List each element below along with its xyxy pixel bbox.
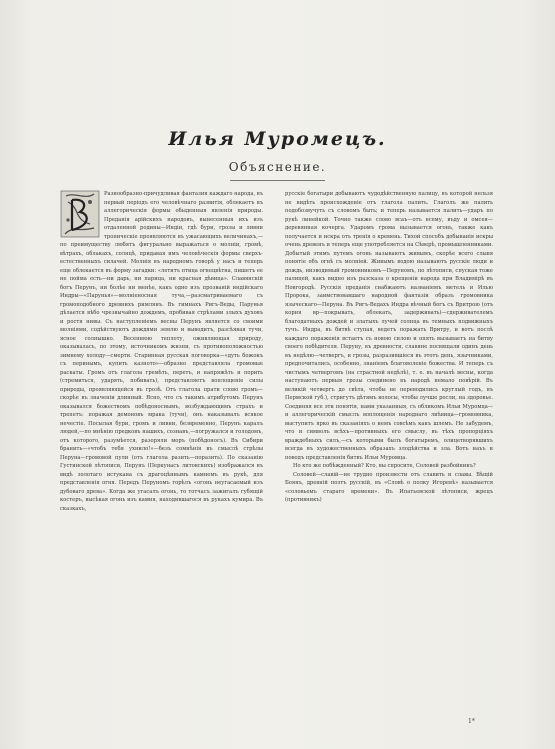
paragraph: Но кто же побѣжденный? Кто, вы спросите, Соловей разбойникъ? <box>293 463 476 469</box>
paragraph: Разнообразно-причудливая фантазия каждаго народа, въ первый періодъ его человѣчнаго развитія, облекаетъ въ аллегорическія формы обыденныя явленія природы. Преданія арійскихъ народовъ, вынесенныя ихъ изъ отдаленной родины—Индіи, гдѣ бури, грозы и ливни тропическіе проявляются въ ужасающихъ величинахъ,—по преимуществу любятъ фигурально выражаться о молніи, громѣ, вѣтрахъ, облакахъ, солнцѣ, придавая имъ человѣческія формы сверхъ-естественныхъ силачей. Молнія въ народномъ говорѣ у насъ и теперь еще облекается въ форму загадки: «летитъ птица огнецвѣтна, пишетъ ее не пойма есть—ни дарь, ни парица, ни красная дѣвица». Славянскій богъ Перунъ, ни болѣе ни менѣе, какъ одно изъ прозваній индійскаго Индры—«Парунья»—молніеносная туча,—разсматриваемаго съ громоподобного древнихъ римлянъ. Въ гимнахъ Ригъ-Веды, Парунья дѣлается вѣбо чрезвычайно дождемъ, пробивая стрѣлами злыхъ духовъ и ростя нивы. Съ наступленіемъ весны Перунъ является со своими молніями, содѣйствуютъ дождями землю и выводитъ, разсѣявая тучи, ясное солнышко. Весеннюю теплоту, оживляющая природу, оказывалась, по этому, источникомъ жизни, съ противоположностью зимнему холоду—смерти. Старинная русская поговорка—«дуть божокъ съ перинымъ, купить казното»—образно представляла громовые раскаты. Громъ отъ глагола гремѣть, перетъ, и напряжѣть и порить (стремиться, ударять, побивать), представляетъ воплощеніе силы природы, проявляющейся въ грозѣ. Отъ глагола прати слово громъ—скорѣе въ значеніи длинный. Ясно, что съ такимъ атрибутомъ Перунъ оказывался божествомъ побѣдоноснымъ, возбуждающимъ страхъ и трепетъ: поражая демоновъ мрака (тучи), онъ наказывалъ всякое нечестіе. Посылая бури, громъ и ливни, безвременно, Перунъ каралъ людей,—по мнѣнію предковъ нашихъ, сознавъ,—погружался и голодомъ, отъ которого, разумѣется, разоряли моръ (побѣдоносъ). Въ Сибири бранить—«чтобъ тебя ухнило!»—безъ сомнѣнія въ смыслѣ стрѣлы Перуна—громовой пули (отъ глагола разить—поразить). По сказанію Густинской лѣтописи, Перунъ (Перкунасъ литовскихъ) изображался въ видѣ золотаго истукана съ драгоцѣннымъ камнемъ въ рукѣ, для представленія огня. Передъ Перуномъ горѣлъ «огонь неугасаемый изъ дубоваго древа». Когда же угасалъ огонь, то тотчасъ зажигалъ губящій костеръ, высѣкая огонь изъ камня, находившагося въ рукахъ кумира. Въ сказкахъ, <box>60 191 263 512</box>
paragraph: русскіе богатыри добываютъ чудодѣйственную палицу, въ которой нельзя не видѣть происхожденіе отъ глагола палить. Глаголъ же палить подобозвучуть съ словомъ быть; и теперь называется палить—ударъ по рукѣ линейкой. Точно также слово всаъ—отъ всему, въду и омсея—деревянная кочерга. Ударомъ грома вызывается огонь, также какъ получается и искра отъ тренія о кремень. Тихой способъ добыванія искры очень древенъ и теперь еще употребляется на Сѣверѣ, промышленниками. Добытый этимъ путемъ огонь называютъ живымъ, скорѣе всего слывя понятіе объ огнѣ съ молніей. Живымъ водою называютъ русскіе люди и дождь, низводимый громовникомъ—Перуномъ, по лѣтописи, спуская тоже палицей, какъ видно изъ разсказа о крещеніи народа при Владимірѣ въ Новгородѣ. Русскія преданія снабжаютъ названіемъ метель и Илью Пророка, заимствовавшаго народной фантазіи образъ громовника языческаго—Перуна. Въ Ригъ-Ведахъ Индра вѣчный богъ съ Вритрою (отъ корня вр—покрывать, облекать, задерживать)—сдерживателемъ благодатныхъ дождей и златыхъ лучей солнца въ темныхъ подвижныхъ тучъ. Индра, въ битвѣ ступая, ведетъ поражать Вритру, и вотъ послѣ каждаго пораженія встаетъ съ новою силою и опять вызываетъ на битву своего побѣдителя. Перуну, въ древности, славяне посвящали одинъ день въ недѣлю—четвергъ, и грозы, разразившіеся въ этотъ день, язычниками, предпочитались, особенно, знаніемъ благоволеніе божества. И теперь съ чистымъ четвергомъ (на страстной недѣлѣ), т. е. въ началѣ весны, когда наступаютъ первыя грозы соединено въ народѣ немало повѣрій. Въ великій четвергъ до свѣта, чтобы не переводились круглый годъ, въ Пермской губ.), стригутъ дѣтямъ волосы, чтобы лучше росли, на здоровье. Соединяя все эти понятія, нами указанныя, съ обликомъ Ильи Муромца—и аллегорическій смыслъ воплощенія народнаго лиѣвица—громовника, выступитъ ярко въ сказаніяхъ о немъ совсѣмъ какъ шлемъ. Не забудемъ, что и символъ всѣхъ—противныхъ его смыслу, въ тѣхъ пропорціяхъ враждебныхъ силъ,—съ которыми былъ богатыремъ, олицетворявшихъ всегда въ художественныхъ образахъ злодѣйства и зла. Вотъ наъъ и поводъ представленія битвъ Ильи Муромца. <box>285 191 494 461</box>
text-column-right <box>285 190 493 505</box>
ornamental-dropcap-icon <box>60 190 100 238</box>
signature-mark: 1* <box>468 718 475 725</box>
title-divider <box>230 180 325 181</box>
text-column-left <box>60 190 263 513</box>
page-subtitle: Объяснение. <box>228 160 327 174</box>
paragraph: Соловей—славій—не трудно произвести отъ славить и славы. Вѣщій Боянъ, древній поэтъ русскій, въ «Словѣ о полку Игоревѣ» называется «соловьемъ стараго времени». Въ Ипатьевской лѣтописи, жрецъ (противникъ) <box>285 471 493 503</box>
page-title: Илья Муромецъ. <box>168 128 387 150</box>
